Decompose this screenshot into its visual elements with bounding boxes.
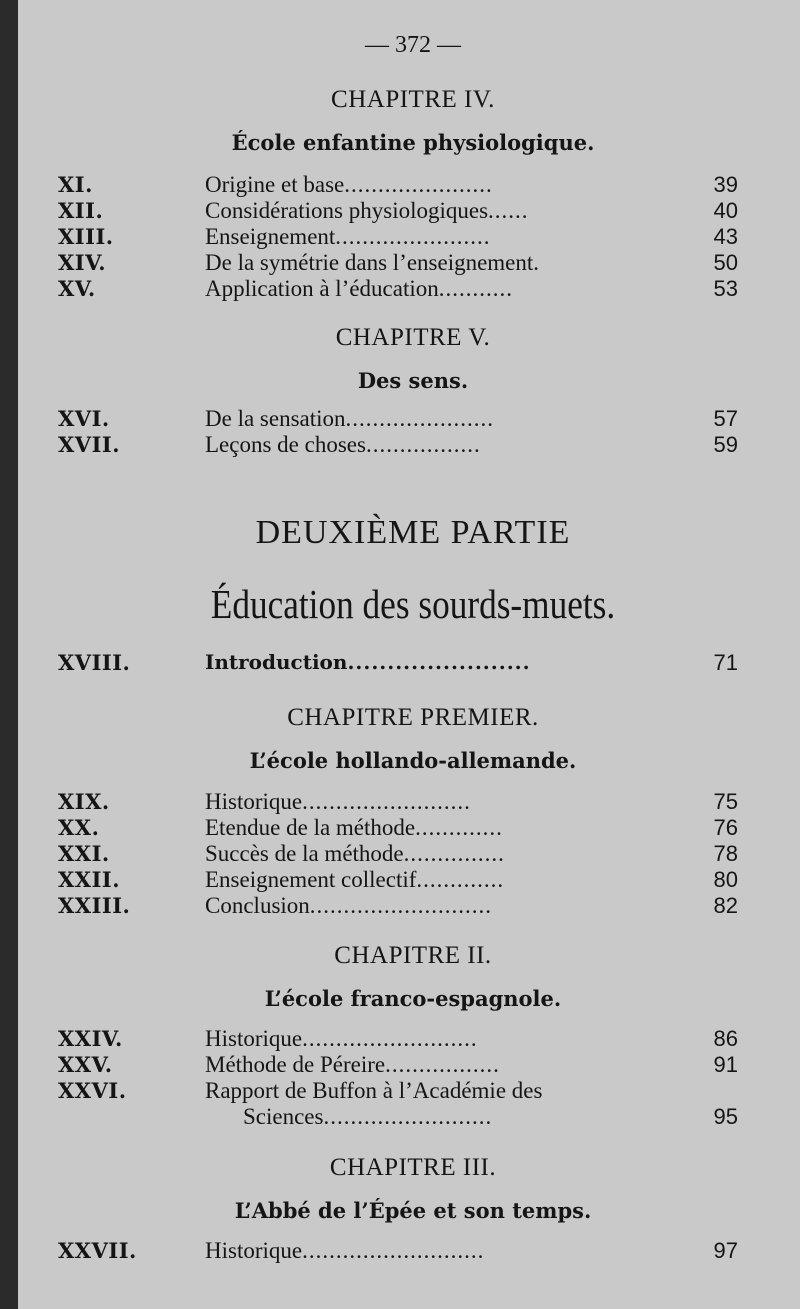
entry-number: XVIII. — [58, 650, 131, 675]
entry-title: Enseignement....................... — [205, 224, 491, 249]
toc-entry — [18, 1052, 800, 1078]
entry-number: XI. — [58, 172, 93, 197]
entry-number: XV. — [58, 276, 96, 301]
entry-title: Historique........................... — [205, 1238, 485, 1263]
toc-entry — [18, 815, 800, 841]
toc-entry — [18, 406, 800, 432]
toc-entry-continuation — [18, 1104, 800, 1130]
toc-entry — [18, 789, 800, 815]
entry-title: Enseignement collectif............. — [205, 867, 505, 892]
entry-page: 50 — [713, 250, 738, 275]
entry-number: XIV. — [58, 250, 107, 275]
toc-entry — [18, 276, 800, 302]
toc-entry — [18, 172, 800, 198]
chapter-heading: CHAPITRE II. — [334, 942, 492, 969]
entry-page: 40 — [713, 198, 738, 223]
entry-number: XXII. — [58, 867, 121, 892]
toc-entry — [18, 1026, 800, 1052]
entry-title: Méthode de Péreire................. — [205, 1052, 500, 1077]
entry-page: 86 — [713, 1026, 738, 1051]
entry-page: 97 — [713, 1238, 738, 1263]
chapter-subtitle: L’école franco-espagnole. — [264, 986, 562, 1011]
entry-page: 91 — [713, 1052, 738, 1077]
entry-title: Sciences......................... — [243, 1104, 493, 1129]
entry-title: De la symétrie dans l’enseignement. — [205, 250, 541, 275]
entry-page: 53 — [713, 276, 738, 301]
entry-title: De la sensation...................... — [205, 406, 495, 431]
toc-entry — [18, 1078, 800, 1104]
entry-page: 71 — [713, 650, 738, 675]
entry-number: XXVII. — [58, 1238, 137, 1263]
entry-title: Rapport de Buffon à l’Académie des — [205, 1078, 543, 1103]
toc-entry — [18, 867, 800, 893]
page-number: — 372 — — [365, 32, 461, 58]
entry-page: 80 — [713, 867, 738, 892]
chapter-subtitle: L’école hollando-allemande. — [249, 748, 577, 773]
entry-title: Leçons de choses................. — [205, 432, 481, 457]
part-subtitle: Éducation des sourds-muets. — [210, 581, 616, 627]
chapter-heading: CHAPITRE V. — [335, 324, 491, 351]
entry-number: XXVI. — [58, 1078, 127, 1103]
chapter-subtitle: L’Abbé de l’Épée et son temps. — [234, 1198, 592, 1223]
chapter-heading: CHAPITRE III. — [329, 1154, 497, 1181]
entry-page: 39 — [713, 172, 738, 197]
chapter-subtitle: Des sens. — [357, 368, 469, 393]
entry-page: 57 — [713, 406, 738, 431]
toc-entry — [18, 198, 800, 224]
toc-entry — [18, 1238, 800, 1264]
entry-number: XIX. — [58, 789, 110, 814]
entry-number: XII. — [58, 198, 104, 223]
entry-page: 59 — [713, 432, 738, 457]
entry-title: Historique......................... — [205, 789, 471, 814]
toc-entry — [18, 650, 800, 676]
toc-entry — [18, 250, 800, 276]
entry-number: XVI. — [58, 406, 110, 431]
entry-title: Origine et base...................... — [205, 172, 493, 197]
entry-number: XXV. — [58, 1052, 113, 1077]
entry-title: Introduction....................... — [205, 650, 531, 674]
toc-entry — [18, 841, 800, 867]
entry-title: Etendue de la méthode............. — [205, 815, 503, 840]
entry-page: 82 — [713, 893, 738, 918]
chapter-subtitle: École enfantine physiologique. — [231, 130, 595, 155]
entry-title: Historique.......................... — [205, 1026, 478, 1051]
part-heading: DEUXIÈME PARTIE — [255, 514, 571, 551]
chapter-heading: CHAPITRE IV. — [331, 86, 495, 113]
toc-entry — [18, 893, 800, 919]
entry-number: XIII. — [58, 224, 114, 249]
entry-title: Succès de la méthode............... — [205, 841, 505, 866]
toc-entry — [18, 432, 800, 458]
entry-page: 75 — [713, 789, 738, 814]
entry-title: Considérations physiologiques...... — [205, 198, 529, 223]
entry-number: XX. — [58, 815, 100, 840]
entry-number: XVII. — [58, 432, 121, 457]
entry-title: Application à l’éducation........... — [205, 276, 514, 301]
entry-page: 78 — [713, 841, 738, 866]
entry-page: 95 — [713, 1104, 738, 1129]
entry-page: 43 — [713, 224, 738, 249]
toc-entry — [18, 224, 800, 250]
entry-number: XXI. — [58, 841, 110, 866]
book-page — [18, 0, 800, 1309]
chapter-heading: CHAPITRE PREMIER. — [287, 704, 539, 731]
entry-number: XXIII. — [58, 893, 131, 918]
entry-title: Conclusion........................... — [205, 893, 493, 918]
entry-number: XXIV. — [58, 1026, 123, 1051]
entry-page: 76 — [713, 815, 738, 840]
